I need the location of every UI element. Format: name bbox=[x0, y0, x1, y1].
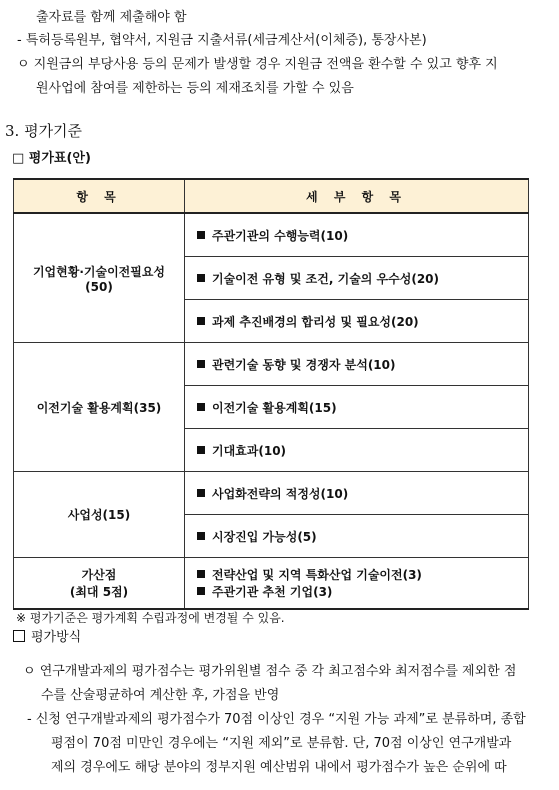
header-category: 항 목 bbox=[14, 179, 185, 213]
bullet-square-icon bbox=[197, 570, 205, 578]
checkbox-square-icon bbox=[13, 630, 25, 642]
category-cell bbox=[14, 558, 185, 610]
method-heading bbox=[13, 629, 81, 647]
intro-line-2: - 특허등록원부, 협약서, 지원금 지출서류(세금계산서(이체증), 통장사본) bbox=[17, 33, 427, 48]
bullet-square-icon bbox=[197, 532, 205, 540]
intro-line-3: ㅇ 지원금의 부당사용 등의 문제가 발생할 경우 지원금 전액을 환수할 수 있고 향후 지 bbox=[17, 57, 498, 72]
detail-text: 주관기관의 수행능력(10) bbox=[212, 228, 349, 243]
header-detail: 세 부 항 목 bbox=[185, 179, 529, 213]
paragraph-2-line-1: - 신청 연구개발과제의 평가점수가 70점 이상인 경우 “지원 가능 과제”로 분류하며, 종합 bbox=[27, 712, 526, 727]
detail-text: 주관기관 추천 기업(3) bbox=[212, 585, 333, 599]
method-heading-text: 평가방식 bbox=[31, 630, 82, 645]
intro-line-1: 출자료를 함께 제출해야 함 bbox=[36, 10, 187, 25]
bonus-category-line-2: (최대 5점) bbox=[69, 585, 129, 599]
bullet-square-icon bbox=[197, 231, 205, 239]
bullet-square-icon bbox=[197, 446, 205, 454]
bonus-category-line-1: 가산점 bbox=[81, 568, 117, 582]
detail-text: 기대효과(10) bbox=[212, 443, 287, 458]
detail-cell bbox=[185, 515, 529, 558]
section-subheading: □ 평가표(안) bbox=[12, 151, 91, 166]
evaluation-table bbox=[13, 178, 529, 610]
table-header-row bbox=[14, 179, 529, 213]
table-row bbox=[14, 343, 529, 386]
category-cell: 사업성(15) bbox=[14, 472, 185, 558]
detail-text: 관련기술 동향 및 경쟁자 분석(10) bbox=[212, 357, 396, 372]
detail-text: 사업화전략의 적정성(10) bbox=[212, 486, 349, 501]
paragraph-2-line-3: 제의 경우에도 해당 분야의 정부지원 예산범위 내에서 평가점수가 높은 순위에 따 bbox=[51, 760, 507, 775]
paragraph-1-line-1: ㅇ 연구개발과제의 평가점수는 평가위원별 점수 중 각 최고점수와 최저점수를 제외한 점 bbox=[23, 664, 517, 679]
detail-cell bbox=[185, 429, 529, 472]
detail-cell bbox=[185, 343, 529, 386]
detail-text: 기술이전 유형 및 조건, 기술의 우수성(20) bbox=[212, 271, 439, 286]
detail-cell bbox=[185, 386, 529, 429]
detail-cell bbox=[185, 257, 529, 300]
detail-text: 시장진입 가능성(5) bbox=[212, 529, 317, 544]
category-cell: 이전기술 활용계획(35) bbox=[14, 343, 185, 472]
table-row bbox=[14, 213, 529, 257]
detail-text: 과제 추진배경의 합리성 및 필요성(20) bbox=[212, 314, 419, 329]
detail-cell bbox=[185, 300, 529, 343]
bullet-square-icon bbox=[197, 360, 205, 368]
detail-cell bbox=[185, 558, 529, 610]
bullet-square-icon bbox=[197, 489, 205, 497]
bullet-square-icon bbox=[197, 317, 205, 325]
section-heading: 3. 평가기준 bbox=[5, 122, 83, 140]
table-row bbox=[14, 558, 529, 610]
bullet-square-icon bbox=[197, 587, 205, 595]
footnote: ※ 평가기준은 평가계획 수립과정에 변경될 수 있음. bbox=[16, 611, 285, 625]
intro-line-4: 원사업에 참여를 제한하는 등의 제재조치를 가할 수 있음 bbox=[36, 81, 354, 96]
detail-text: 전략산업 및 지역 특화산업 기술이전(3) bbox=[212, 568, 422, 582]
bullet-square-icon bbox=[197, 274, 205, 282]
paragraph-2-line-2: 평점이 70점 미만인 경우에는 “지원 제외”로 분류함. 단, 70점 이상인 연구개발과 bbox=[51, 736, 512, 751]
table-row bbox=[14, 472, 529, 515]
detail-cell bbox=[185, 213, 529, 257]
bullet-square-icon bbox=[197, 403, 205, 411]
detail-cell bbox=[185, 472, 529, 515]
category-cell: 기업현황·기술이전필요성(50) bbox=[14, 213, 185, 343]
detail-text: 이전기술 활용계획(15) bbox=[212, 400, 337, 415]
paragraph-1-line-2: 수를 산술평균하여 계산한 후, 가점을 반영 bbox=[41, 688, 280, 703]
